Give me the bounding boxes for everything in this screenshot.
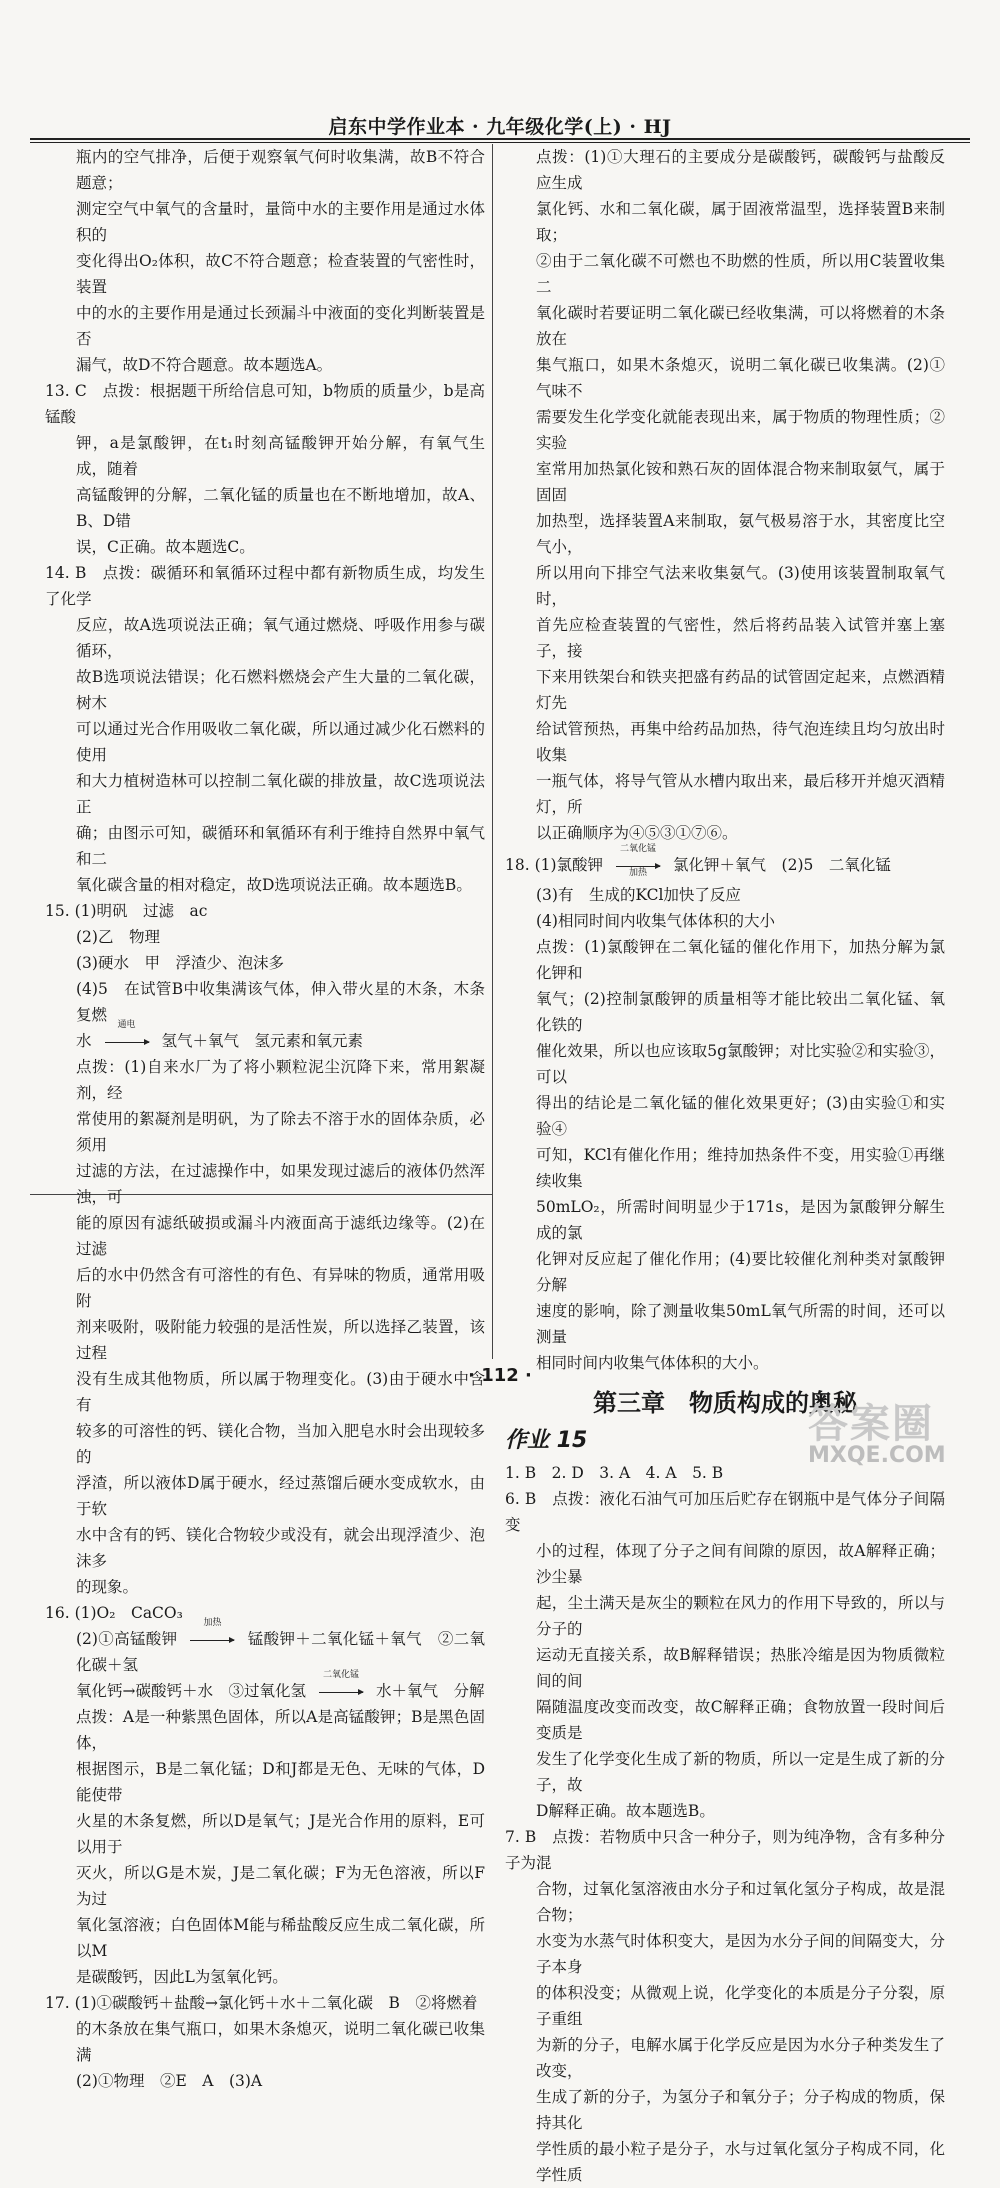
- text-line: 合物，过氧化氢溶液由水分子和过氧化氢分子构成，故是混合物；: [536, 1880, 945, 1924]
- text-line: 确；由图示可知，碳循环和氧循环有利于维持自然界中氧气和二: [76, 824, 485, 868]
- eq16b-left: 氧化钙→碳酸钙＋水 ③过氧化氢: [76, 1682, 306, 1700]
- text-line: 1. B 2. D 3. A 4. A 5. B: [505, 1464, 724, 1482]
- left-block-b: [45, 1054, 485, 1626]
- text-line: 点拨：(1)自来水厂为了将小颗粒泥尘沉降下来，常用絮凝剂，经: [76, 1058, 485, 1102]
- arrow-condition: 加热: [203, 1618, 222, 1628]
- eq-water-right: 氢气＋氧气 氢元素和氧元素: [161, 1032, 364, 1050]
- text-line: 点拨：(1)①大理石的主要成分是碳酸钙，碳酸钙与盐酸反应生成: [536, 148, 945, 192]
- text-line: (4)相同时间内收集气体体积的大小: [536, 912, 775, 930]
- text-line: 后的水中仍然含有可溶性的有色、有异味的物质，通常用吸附: [76, 1266, 485, 1310]
- arrow-condition: 二氧化锰: [322, 1670, 359, 1680]
- text-line: 6. B 点拨：液化石油气可加压后贮存在钢瓶中是气体分子间隔变: [505, 1490, 945, 1534]
- text-line: (2)①物理 ②E A (3)A: [76, 2072, 263, 2090]
- text-line: ②由于二氧化碳不可燃也不助燃的性质，所以用C装置收集二: [536, 252, 945, 296]
- text-line: 剂来吸附，吸附能力较强的是活性炭，所以选择乙装置，该过程: [76, 1318, 485, 1362]
- eq-water-left: 水: [76, 1032, 92, 1050]
- right-block-a: [505, 144, 945, 846]
- watermark-url: MXQE.COM: [808, 1443, 946, 1468]
- text-line: 水变为水蒸气时体积变大，是因为水分子间的间隔变大，分子本身: [536, 1932, 945, 1976]
- text-line: 给试管预热，再集中给药品加热，待气泡连续且均匀放出时收集: [536, 720, 945, 764]
- text-line: 运动无直接关系，故B解释错误；热胀冷缩是因为物质微粒间的间: [536, 1646, 945, 1690]
- text-line: 较多的可溶性的钙、镁化合物，当加入肥皂水时会出现较多的: [76, 1422, 485, 1466]
- text-line: 是碳酸钙，因此L为氢氧化钙。: [76, 1968, 288, 1986]
- text-line: 高锰酸钾的分解，二氧化锰的质量也在不断地增加，故A、B、D错: [76, 486, 485, 530]
- page-header: 启东中学作业本 · 九年级化学(上) · HJ: [328, 116, 672, 138]
- eq16a-right: 锰酸钾＋二氧化锰＋氧气 ②二氧化碳＋氢: [76, 1630, 485, 1674]
- eq16a-left: (2)①高锰酸钾: [76, 1630, 178, 1648]
- text-line: (3)有 生成的KCl加快了反应: [536, 886, 741, 904]
- text-line: (4)5 在试管B中收集满该气体，伸入带火星的木条，木条复燃: [76, 980, 485, 1024]
- text-line: 氯化钙、水和二氧化碳，属于固液常温型，选择装置B来制取；: [536, 200, 945, 244]
- text-line: 氧化氢溶液；白色固体M能与稀盐酸反应生成二氧化碳，所以M: [76, 1916, 485, 1960]
- text-line: 和大力植树造林可以控制二氧化碳的排放量，故C选项说法正: [76, 772, 485, 816]
- text-line: 14. B 点拨：碳循环和氧循环过程中都有新物质生成，均发生了化学: [45, 564, 485, 608]
- text-line: D解释正确。故本题选B。: [536, 1802, 715, 1820]
- text-line: 故B选项说法错误；化石燃料燃烧会产生大量的二氧化碳，树木: [76, 668, 485, 712]
- text-line: 可知，KCl有催化作用；维持加热条件不变，用实验①再继续收集: [536, 1146, 945, 1190]
- text-line: 误，C正确。故本题选C。: [76, 538, 255, 556]
- text-line: 过滤的方法，在过滤操作中，如果发现过滤后的液体仍然浑浊，可: [76, 1162, 485, 1206]
- text-line: 起，尘土满天是灰尘的颗粒在风力的作用下导致的，所以与分子的: [536, 1594, 945, 1638]
- text-line: 反应，故A选项说法正确；氧气通过燃烧、呼吸作用参与碳循环，: [76, 616, 485, 660]
- chapter-title: 第三章 物质构成的奥秘: [593, 1389, 857, 1417]
- text-line: 浮渣，所以液体D属于硬水，经过蒸馏后硬水变成软水，由于软: [76, 1474, 485, 1518]
- text-line: 速度的影响，除了测量收集50mL氧气所需的时间，还可以测量: [536, 1302, 945, 1346]
- text-line: 氧化碳时若要证明二氧化碳已经收集满，可以将燃着的木条放在: [536, 304, 945, 348]
- text-line: 15. (1)明矾 过滤 ac: [45, 902, 208, 920]
- text-line: 点拨：(1)氯酸钾在二氧化锰的催化作用下，加热分解为氯化钾和: [536, 938, 945, 982]
- left-block-a: [45, 144, 485, 1028]
- text-line: 发生了化学变化生成了新的物质，所以一定是生成了新的分子，故: [536, 1750, 945, 1794]
- text-line: 加热型，选择装置A来制取，氨气极易溶于水，其密度比空气小，: [536, 512, 945, 556]
- text-line: 50mLO₂，所需时间明显少于171s，是因为氯酸钾分解生成的氯: [536, 1198, 945, 1242]
- text-line: 变化得出O₂体积，故C不符合题意；检查装置的气密性时，装置: [76, 252, 485, 296]
- text-line: 为新的分子，电解水属于化学反应是因为水分子种类发生了改变，: [536, 2036, 945, 2080]
- text-line: 一瓶气体，将导气管从水槽内取出来，最后移开并熄灭酒精灯，所: [536, 772, 945, 816]
- text-line: 氧气；(2)控制氯酸钾的质量相等才能比较出二氧化锰、氧化铁的: [536, 990, 945, 1034]
- arrow-condition: 通电: [117, 1020, 136, 1030]
- text-line: 常使用的絮凝剂是明矾，为了除去不溶于水的固体杂质，必须用: [76, 1110, 485, 1154]
- text-line: 隔随温度改变而改变，故C解释正确；食物放置一段时间后变质是: [536, 1698, 945, 1742]
- equation-16b: [45, 1670, 485, 1704]
- eq16b-right: 水＋氧气 分解: [376, 1682, 485, 1700]
- page-number: · 112 ·: [468, 1365, 532, 1386]
- reaction-arrow: [309, 1670, 373, 1704]
- text-line: 得出的结论是二氧化锰的催化效果更好；(3)由实验①和实验④: [536, 1094, 945, 1138]
- reaction-arrow: [180, 1618, 244, 1652]
- text-line: 集气瓶口，如果木条熄灭，说明二氧化碳已收集满。(2)①气味不: [536, 356, 945, 400]
- text-line: 的体积没变；从微观上说，化学变化的本质是分子分裂，原子重组: [536, 1984, 945, 2028]
- text-line: 火星的木条复燃，所以D是氧气；J是光合作用的原料，E可以用于: [76, 1812, 485, 1856]
- text-line: 17. (1)①碳酸钙＋盐酸→氯化钙＋水＋二氧化碳 B ②将燃着: [45, 1994, 478, 2012]
- homework-title: 作业 15: [505, 1428, 588, 1453]
- text-line: 相同时间内收集气体体积的大小。: [536, 1354, 769, 1372]
- right-column: [505, 144, 945, 2188]
- text-line: 灭火，所以G是木炭，J是二氧化碳；F为无色溶液，所以F为过: [76, 1864, 485, 1908]
- text-line: 下来用铁架台和铁夹把盛有药品的试管固定起来，点燃酒精灯先: [536, 668, 945, 712]
- text-line: 氧化碳含量的相对稳定，故D选项说法正确。故本题选B。: [76, 876, 472, 894]
- text-line: 7. B 点拨：若物质中只含一种分子，则为纯净物，含有多种分子为混: [505, 1828, 945, 1872]
- text-line: 水中含有的钙、镁化合物较少或没有，就会出现浮渣少、泡沫多: [76, 1526, 485, 1570]
- eq18-left: 18. (1)氯酸钾: [505, 856, 604, 874]
- text-line: 能的原因有滤纸破损或漏斗内液面高于滤纸边缘等。(2)在过滤: [76, 1214, 485, 1258]
- text-line: 13. C 点拨：根据题干所给信息可知，b物质的质量少，b是高锰酸: [45, 382, 485, 426]
- text-line: (3)硬水 甲 浮渣少、泡沫多: [76, 954, 284, 972]
- text-line: 化钾对反应起了催化作用；(4)要比较催化剂种类对氯酸钾分解: [536, 1250, 945, 1294]
- text-line: 首先应检查装置的气密性，然后将药品装入试管并塞上塞子，接: [536, 616, 945, 660]
- text-line: 小的过程，体现了分子之间有间隙的原因，故A解释正确；沙尘暴: [536, 1542, 945, 1586]
- reaction-arrow: [606, 844, 670, 878]
- text-line: 以正确顺序为④⑤③①⑦⑥。: [536, 824, 738, 842]
- arrow-condition-top: 二氧化锰: [620, 844, 657, 854]
- right-block-c: [505, 1460, 945, 2188]
- text-line: 点拨：A是一种紫黑色固体，所以A是高锰酸钾；B是黑色固体，: [76, 1708, 485, 1752]
- text-line: 需要发生化学变化就能表现出来，属于物质的物理性质；②实验: [536, 408, 945, 452]
- text-line: 所以用向下排空气法来收集氨气。(3)使用该装置制取氧气时，: [536, 564, 945, 608]
- eq18-right: 氯化钾＋氧气 (2)5 二氧化锰: [673, 856, 891, 874]
- text-line: 漏气，故D不符合题意。故本题选A。: [76, 356, 333, 374]
- reaction-arrow: [95, 1020, 159, 1054]
- text-line: 测定空气中氧气的含量时，量筒中水的主要作用是通过水体积的: [76, 200, 485, 244]
- text-line: 中的水的主要作用是通过长颈漏斗中液面的变化判断装置是否: [76, 304, 485, 348]
- text-line: 学性质的最小粒子是分子，水与过氧化氢分子构成不同，化学性质: [536, 2140, 945, 2184]
- right-block-b: [505, 882, 945, 1376]
- column-divider: [492, 144, 493, 1359]
- text-line: 根据图示，B是二氧化锰；D和J都是无色、无味的气体，D能使带: [76, 1760, 485, 1804]
- text-line: 钾，a是氯酸钾，在t₁时刻高锰酸钾开始分解，有氧气生成，随着: [76, 434, 485, 478]
- text-line: 16. (1)O₂ CaCO₃: [45, 1604, 183, 1622]
- equation-16a: [45, 1618, 485, 1678]
- text-line: 催化效果，所以也应该取5g氯酸钾；对比实验②和实验③，可以: [536, 1042, 945, 1086]
- equation-18: [505, 844, 945, 878]
- text-line: 的现象。: [76, 1578, 139, 1596]
- equation-water-electrolysis: [45, 1020, 485, 1054]
- text-line: 室常用加热氯化铵和熟石灰的固体混合物来制取氨气，属于固固: [536, 460, 945, 504]
- arrow-condition-bottom: 加热: [629, 868, 648, 878]
- left-block-c: [45, 1704, 485, 2094]
- watermark-logo: 答案圈: [808, 1401, 934, 1447]
- text-line: 瓶内的空气排净，后便于观察氧气何时收集满，故B不符合题意；: [76, 148, 485, 192]
- text-line: 生成了新的分子，为氢分子和氧分子；分子构成的物质，保持其化: [536, 2088, 945, 2132]
- header-rule: [30, 138, 970, 143]
- watermark: [808, 1392, 988, 1467]
- text-line: 可以通过光合作用吸收二氧化碳，所以通过减少化石燃料的使用: [76, 720, 485, 764]
- text-line: (2)乙 物理: [76, 928, 160, 946]
- left-column: [45, 144, 485, 2094]
- text-line: 没有生成其他物质，所以属于物理变化。(3)由于硬水中含有: [76, 1370, 485, 1414]
- text-line: 的木条放在集气瓶口，如果木条熄灭，说明二氧化碳已收集满: [76, 2020, 485, 2064]
